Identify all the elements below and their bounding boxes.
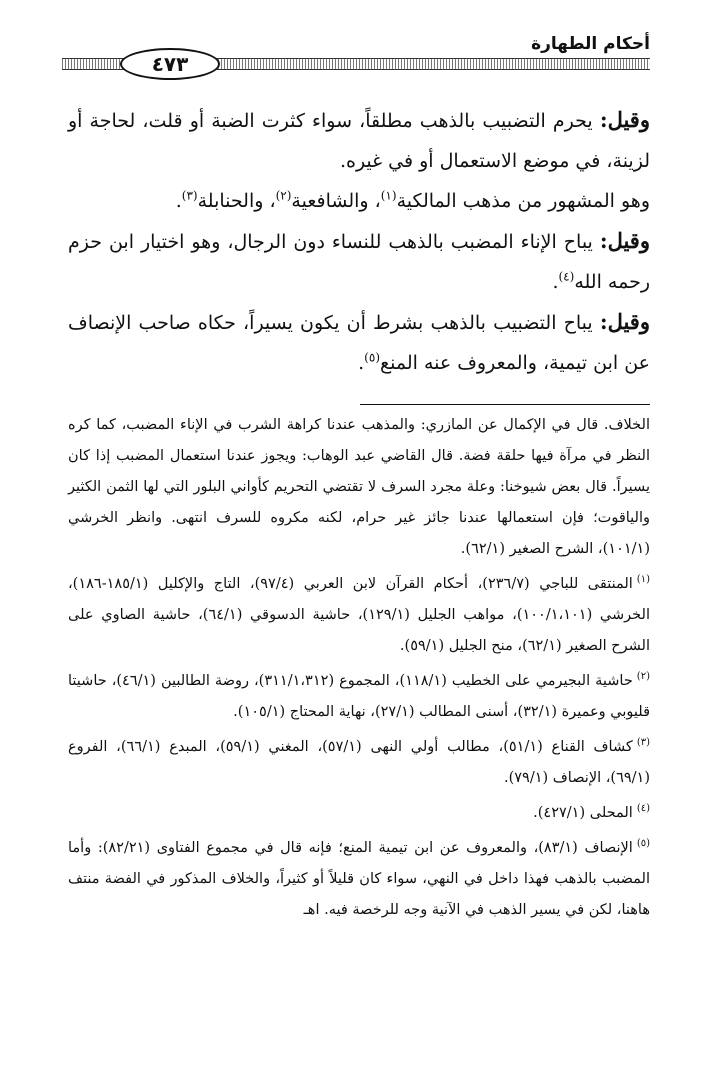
footnote-text: المنتقى للباجي (٢٣٦/٧)، أحكام القرآن لابن العربي (٩٧/٤)، التاج والإكليل (١٨٥/١-١٨٦)، الخرشي (١٠٠/١،١٠١)، مواهب الجليل (١٢٩/١)، حاشية الدسوقي (٦٤/١)، حاشية الصاوي على الشرح الصغير (٦٢/١)، منح الجليل (٥٩/١). [68, 576, 650, 654]
text-span: ، والحنابلة [197, 190, 276, 212]
footnote-4 [68, 798, 650, 829]
paragraph-text: يحرم التضبيب بالذهب مطلقاً، سواء كثرت الضبة أو قلت، لحاجة أو لزينة، في موضع الاستعمال أو في غيره. [68, 110, 650, 172]
paragraph-text: يباح الإناء المضبب بالذهب للنساء دون الرجال، وهو اختيار ابن حزم رحمه الله [68, 231, 650, 293]
text-span: . [175, 190, 182, 212]
footnote-text: كشاف القناع (٥١/١)، مطالب أولي النهى (٥٧/١)، المغني (٥٩/١)، المبدع (٦٦/١)، الفروع (٦٩/١)، الإنصاف (٧٩/١). [68, 739, 650, 786]
paragraph-3 [68, 221, 650, 302]
footnote-ref-2[interactable]: (٢) [275, 188, 292, 203]
footnote-2 [68, 666, 650, 728]
paragraph-2 [68, 181, 650, 221]
text-span: . [552, 271, 559, 293]
page-header [62, 34, 650, 78]
book-title: أحكام الطهارة [531, 34, 650, 54]
footnote-1 [68, 569, 650, 662]
main-text [68, 100, 650, 383]
footnote-number: (١) [636, 574, 650, 586]
footnote-divider [360, 404, 650, 405]
footnote-5 [68, 833, 650, 926]
footnote-3 [68, 732, 650, 794]
footnote-text: الإنصاف (٨٣/١)، والمعروف عن ابن تيمية المنع؛ فإنه قال في مجموع الفتاوى (٨٢/٢١): وأما المضبب بالذهب فهذا داخل في النهي، سواء كان قليلاً أو كثيراً، والخلاف المذكور في الفضة منتف هاهنا، لكن في يسير الذهب في الآنية وجه للرخصة فيه. اهـ [68, 840, 650, 918]
footnote-number: (٥) [636, 838, 650, 850]
footnotes [68, 410, 650, 930]
footnote-number: (٤) [636, 803, 650, 815]
footnote-ref-1[interactable]: (١) [380, 188, 397, 203]
footnote-ref-3[interactable]: (٣) [181, 188, 198, 203]
page-number: ٤٧٣ [120, 48, 220, 80]
footnote-text: المحلى (٤٢٧/١). [533, 805, 633, 821]
keyword: وقيل: [599, 228, 650, 253]
footnote-number: (٢) [636, 671, 650, 683]
text-span: ، والشافعية [291, 190, 381, 212]
footnote-number: (٣) [636, 737, 650, 749]
text-span: . [358, 352, 365, 374]
keyword: وقيل: [599, 309, 650, 334]
footnote-continuation: الخلاف. قال في الإكمال عن المازري: والمذهب عندنا كراهة الشرب في الإناء المضبب، كما كره النظر في مرآة فيها حلقة فضة. قال القاضي عبد الوهاب: ويجوز عندنا استعمال المضبب إذا كان يسيراً. قال بعض شيوخنا: وعلة مجرد السرف لا تقتضي التحريم كأواني البلور التي لها الثمن الكثير والياقوت؛ فإن استعمالها عندنا جائز غير حرام، لكنه مكروه للسرف انتهى. وانظر الخرشي (١٠١/١)، الشرح الصغير (٦٢/١). [68, 417, 650, 557]
text-span: وهو المشهور من مذهب المالكية [396, 190, 650, 212]
paragraph-4 [68, 302, 650, 383]
footnote-text: حاشية البجيرمي على الخطيب (١١٨/١)، المجموع (٣١١/١،٣١٢)، روضة الطالبين (٤٦/١)، حاشيتا قليوبي وعميرة (٣٢/١)، أسنى المطالب (٢٧/١)، نهاية المحتاج (١٠٥/١). [68, 673, 650, 720]
footnote-ref-5[interactable]: (٥) [364, 350, 380, 365]
footnote-ref-4[interactable]: (٤) [558, 269, 575, 284]
paragraph-1 [68, 100, 650, 181]
paragraph-text: يباح التضبيب بالذهب بشرط أن يكون يسيراً، حكاه صاحب الإنصاف عن ابن تيمية، والمعروف عنه المنع [68, 312, 650, 374]
keyword: وقيل: [599, 107, 650, 132]
